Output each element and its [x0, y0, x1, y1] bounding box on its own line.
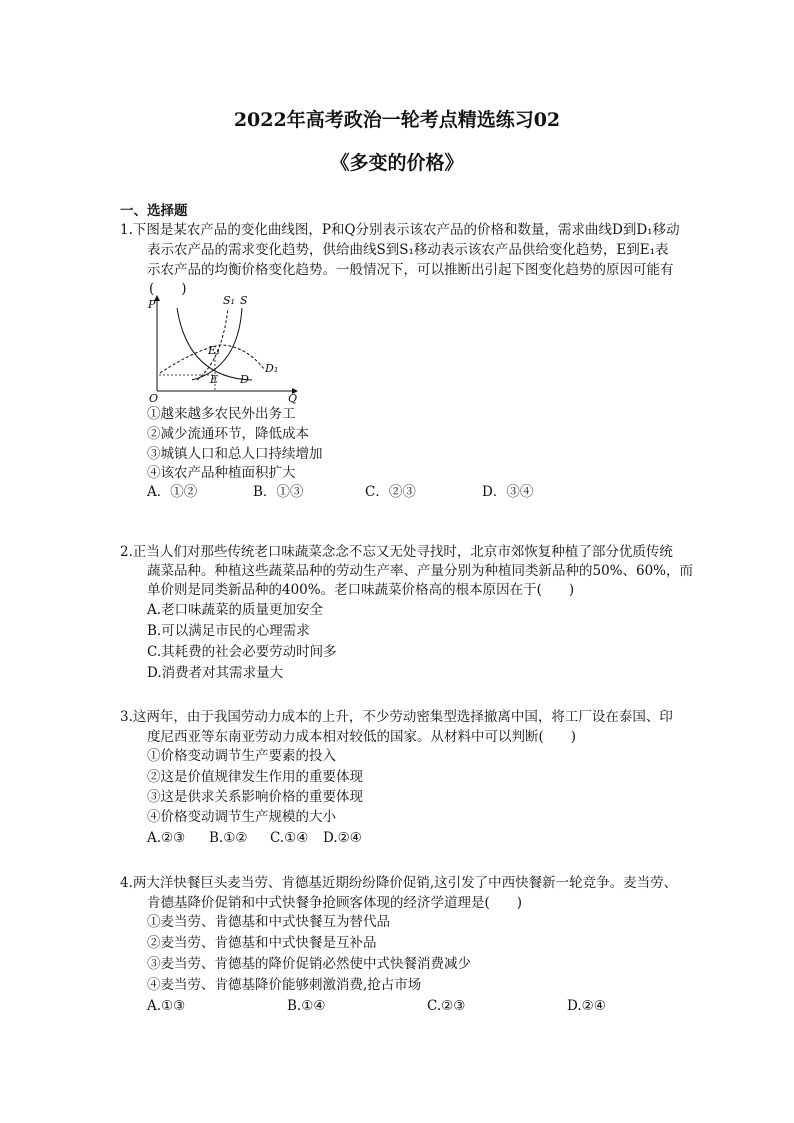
- q2-option-d[interactable]: D.消费者对其需求量大: [147, 665, 284, 681]
- q3-option-d[interactable]: D.②④: [323, 830, 362, 846]
- q1-item-4: ④该农产品种植面积扩大: [147, 465, 296, 481]
- q3-option-b[interactable]: B.①②: [209, 830, 248, 846]
- q4-line-1: 4.两大洋快餐巨头麦当劳、肯德基近期纷纷降价促销,这引发了中西快餐新一轮竞争。麦当劳、: [120, 875, 678, 891]
- q4-item-1: ①麦当劳、肯德基和中式快餐互为替代品: [147, 914, 390, 930]
- q4-options: [147, 996, 606, 1016]
- graph-label-o: O: [149, 392, 159, 405]
- q1-item-1: ①越来越多农民外出务工: [147, 406, 296, 422]
- q2-line-2: 蔬菜品种。种植这些蔬菜品种的劳动生产率、产量分别为种植同类新品种的50%、60%，而: [147, 563, 694, 579]
- q2-line-1: 2.正当人们对那些传统老口味蔬菜念念不忘又无处寻找时，北京市郊恢复种植了部分优质传统: [120, 544, 673, 560]
- section-heading: 一、选择题: [120, 203, 188, 219]
- q1-item-2: ②减少流通环节，降低成本: [147, 426, 309, 442]
- graph-label-s: S: [240, 294, 248, 307]
- q1-options: [147, 482, 533, 502]
- graph-label-q: Q: [288, 392, 298, 405]
- q2-option-b[interactable]: B.可以满足市民的心理需求: [147, 623, 310, 639]
- q3-options: [147, 828, 362, 848]
- q3-option-c[interactable]: C.①④: [270, 830, 309, 846]
- q4-item-3: ③麦当劳、肯德基的降价促销必然使中式快餐消费减少: [147, 956, 471, 972]
- graph-label-e1: E₁: [208, 344, 221, 357]
- q1-line-2: 表示农产品的需求变化趋势，供给曲线S到S₁移动表示该农产品供给变化趋势，E到E₁表: [147, 242, 669, 258]
- q4-option-a[interactable]: A.①③: [147, 998, 186, 1014]
- q3-item-2: ②这是价值规律发生作用的重要体现: [147, 769, 363, 785]
- q1-item-3: ③城镇人口和总人口持续增加: [147, 446, 323, 462]
- q3-item-4: ④价格变动调节生产规模的大小: [147, 809, 336, 825]
- graph-label-d: D: [240, 373, 249, 386]
- q1-option-d[interactable]: D．③④: [482, 484, 534, 500]
- graph-label-e: E: [210, 373, 219, 386]
- q1-line-4: ( ): [149, 281, 187, 297]
- q2-option-c[interactable]: C.其耗费的社会必要劳动时间多: [147, 644, 337, 660]
- q2-option-a[interactable]: A.老口味蔬菜的质量更加安全: [147, 602, 324, 618]
- q4-item-4: ④麦当劳、肯德基降价能够刺激消费,抢占市场: [147, 977, 422, 993]
- document-title: 2022年高考政治一轮考点精选练习02: [233, 109, 561, 131]
- q4-option-b[interactable]: B.①④: [287, 998, 326, 1014]
- q4-item-2: ②麦当劳、肯德基和中式快餐是互补品: [147, 935, 377, 951]
- q1-option-c[interactable]: C．②③: [365, 484, 416, 500]
- q2-line-3: 单价则是同类新品种的400%。老口味蔬菜价格高的根本原因在于( ): [147, 582, 575, 598]
- q3-item-1: ①价格变动调节生产要素的投入: [147, 748, 336, 764]
- q3-line-2: 度尼西亚等东南亚劳动力成本相对较低的国家。从材料中可以判断( ): [147, 729, 577, 745]
- graph-label-p: P: [148, 298, 156, 311]
- supply-demand-graph: [140, 290, 300, 410]
- document-subtitle: 《多变的价格》: [330, 152, 464, 174]
- q1-option-b[interactable]: B．①③: [253, 484, 304, 500]
- graph-label-d1: D₁: [265, 362, 279, 375]
- q4-line-2: 肯德基降价促销和中式快餐争抢顾客体现的经济学道理是( ): [147, 895, 523, 911]
- q1-option-a[interactable]: A．①②: [147, 484, 198, 500]
- q1-line-1: 1.下图是某农产品的变化曲线图，P和Q分别表示该农产品的价格和数量，需求曲线D到D₁移动: [120, 222, 680, 238]
- q3-line-1: 3.这两年，由于我国劳动力成本的上升，不少劳动密集型选择撤离中国，将工厂设在泰国、印: [120, 709, 673, 725]
- q3-item-3: ③这是供求关系影响价格的重要体现: [147, 789, 363, 805]
- q1-line-3: 示农产品的均衡价格变化趋势。一般情况下，可以推断出引起下图变化趋势的原因可能有: [147, 262, 674, 278]
- graph-label-s1: S₁: [223, 294, 235, 307]
- q4-option-d[interactable]: D.②④: [567, 998, 606, 1014]
- q3-option-a[interactable]: A.②③: [147, 830, 186, 846]
- q4-option-c[interactable]: C.②③: [427, 998, 466, 1014]
